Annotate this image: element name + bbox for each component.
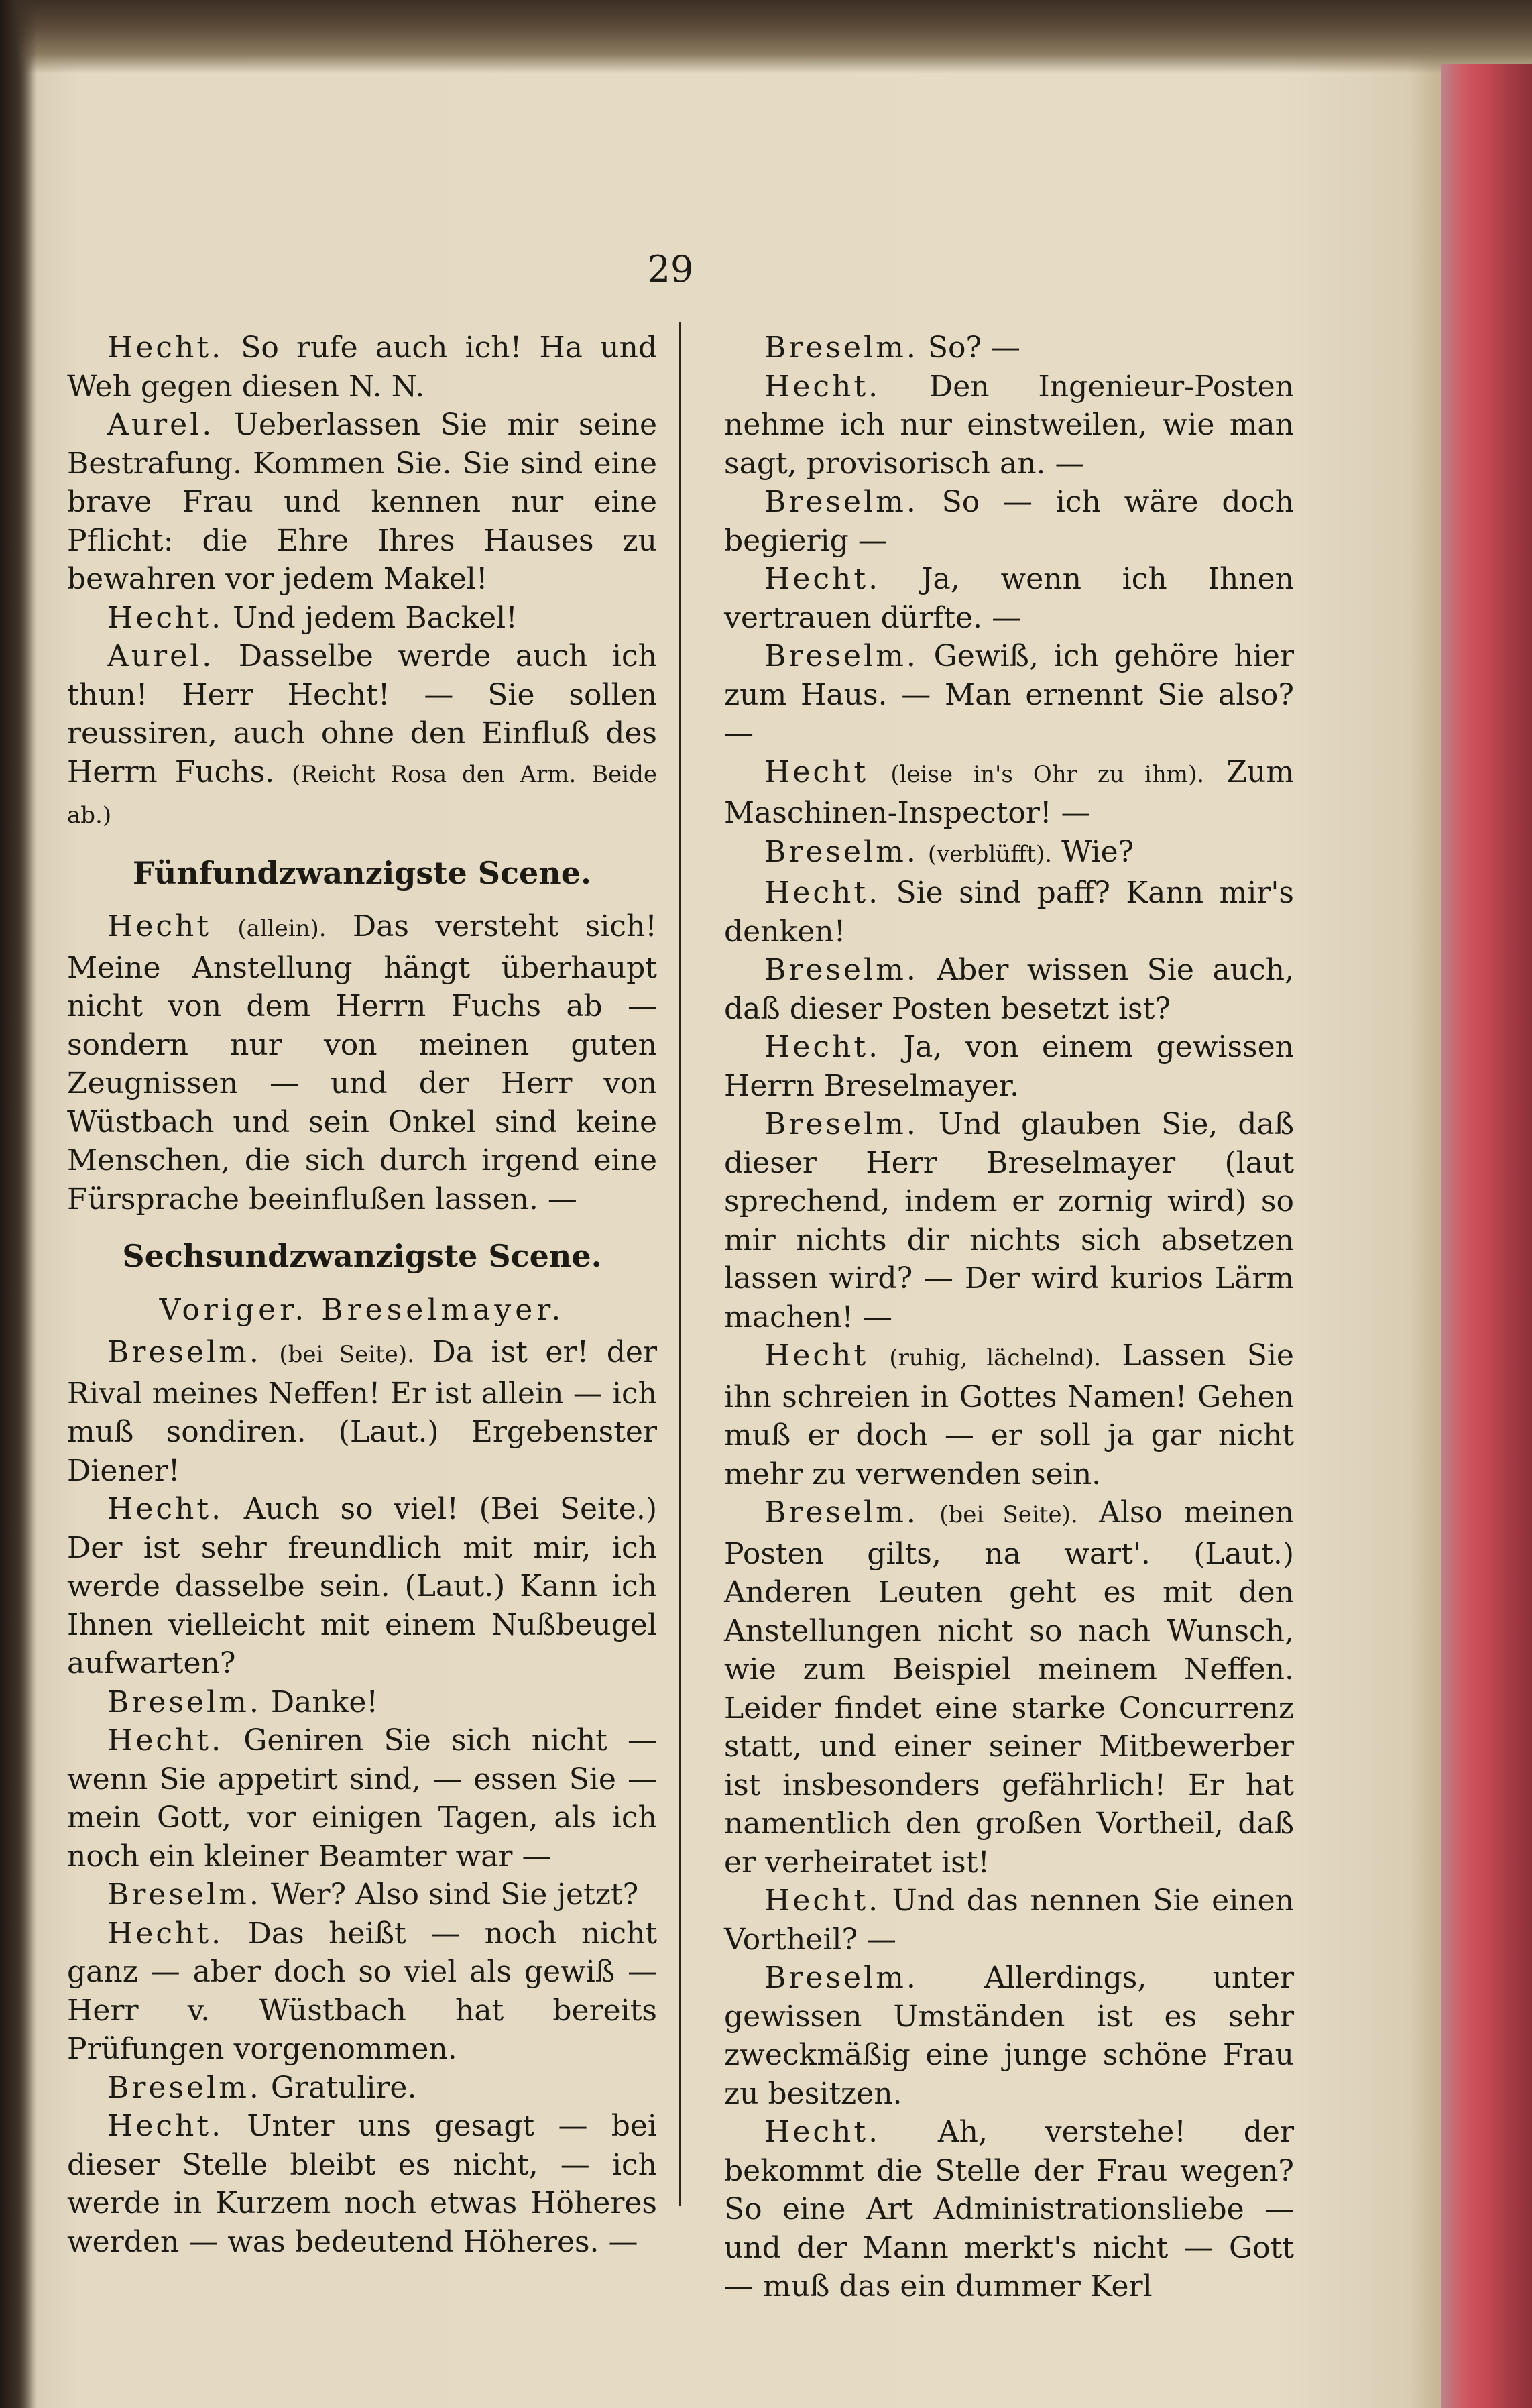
dialogue-line xyxy=(67,1721,657,1876)
dialogue-line xyxy=(67,1876,657,1914)
dialogue-text: Und jedem Backel! xyxy=(233,600,518,635)
speaker-name: Breselm. xyxy=(107,1684,261,1719)
stage-direction: (bei Seite). xyxy=(279,1341,414,1368)
dialogue-text: Und das nennen Sie einen Vortheil? — xyxy=(724,1884,1294,1957)
speaker-name: Breselm. xyxy=(107,1335,261,1369)
dialogue-line xyxy=(724,874,1294,951)
dialogue-line xyxy=(724,483,1294,560)
cast-list: Voriger. Breselmayer. xyxy=(159,1292,565,1327)
dialogue-line xyxy=(724,1028,1294,1105)
dialogue-text: Das heißt — noch nicht ganz — aber doch so viel als gewiß — Herr v. Wüstbach hat bereits Prüfungen vorgenommen. xyxy=(67,1916,657,2066)
speaker-name: Aurel. xyxy=(107,639,215,673)
dialogue-line xyxy=(67,1683,657,1722)
scene-heading: Fünfundzwanzigste Scene. xyxy=(133,854,591,891)
dialogue-text: Den Ingenieur-Posten nehme ich nur einstweilen, wie man sagt, provisorisch an. — xyxy=(724,369,1294,481)
dialogue-line xyxy=(67,1914,657,2069)
dialogue-line xyxy=(67,1490,657,1683)
dialogue-text: Danke! xyxy=(270,1684,379,1719)
page-number: 29 xyxy=(647,248,694,290)
column-divider xyxy=(679,322,681,2206)
right-column xyxy=(724,329,1294,2306)
speaker-name: Breselm. xyxy=(764,953,919,987)
dialogue-text: So rufe auch ich! Ha und Weh gegen diesen N. N. xyxy=(67,331,657,404)
scene-heading: Sechsundzwanzigste Scene. xyxy=(122,1238,602,1274)
speaker-name: Hecht. xyxy=(107,331,224,365)
dialogue-line xyxy=(724,1336,1294,1493)
dialogue-line xyxy=(724,833,1294,874)
red-page-edge xyxy=(1441,64,1532,2408)
speaker-name: Aurel. xyxy=(107,408,215,442)
book-spine xyxy=(0,0,37,2408)
dialogue-text: Da ist er! der Rival meines Neffen! Er ist allein — ich muß sondiren. (Laut.) Ergebenster Diener! xyxy=(67,1335,657,1488)
dialogue-line xyxy=(67,2107,657,2261)
dialogue-line xyxy=(724,560,1294,637)
dialogue-line xyxy=(724,329,1294,367)
dialogue-line xyxy=(724,951,1294,1028)
dialogue-line xyxy=(67,2069,657,2108)
dialogue-text: So — ich wäre doch begierig — xyxy=(724,485,1294,558)
dialogue-text: Ja, von einem gewissen Herrn Breselmayer. xyxy=(724,1030,1294,1103)
speaker-name: Breselm. xyxy=(764,834,919,869)
dialogue-line xyxy=(724,1493,1294,1882)
stage-direction: (allein). xyxy=(237,915,327,942)
speaker-name: Hecht. xyxy=(107,1723,224,1758)
stage-direction: (Reicht Rosa den Arm. Beide ab.) xyxy=(67,760,657,829)
dialogue-text: Und glauben Sie, daß dieser Herr Breselmayer (laut sprechend, indem er zornig wird) so mir nichts dir nichts sich absetzen lassen wird? — Der wird kurios Lärm machen! — xyxy=(724,1107,1294,1334)
stage-direction: (leise in's Ohr zu ihm). xyxy=(890,760,1205,788)
dialogue-text: Aber wissen Sie auch, daß dieser Posten besetzt ist? xyxy=(724,953,1294,1026)
speaker-name: Hecht. xyxy=(764,1030,881,1064)
dialogue-text: Unter uns gesagt — bei dieser Stelle bleibt es nicht, — ich werde in Kurzem noch etwas Höheres werden — was bedeutend Höheres. — xyxy=(67,2109,657,2259)
dialogue-text: Wie? xyxy=(1061,834,1134,869)
dialogue-text: Allerdings, unter gewissen Umständen ist es sehr zweckmäßig eine junge schöne Frau zu besitzen. xyxy=(724,1961,1294,2111)
dialogue-text: Geniren Sie sich nicht — wenn Sie appetirt sind, — essen Sie — mein Gott, vor einigen Tagen, als ich noch ein kleiner Beamter war — xyxy=(67,1723,657,1874)
dialogue-line xyxy=(724,1882,1294,1959)
dialogue-line xyxy=(67,907,657,1218)
dialogue-text: Auch so viel! (Bei Seite.) Der ist sehr freundlich mit mir, ich werde dasselbe sein. (Laut.) Kann ich Ihnen vielleicht mit einem Nußbeugel aufwarten? xyxy=(67,1492,657,1680)
dialogue-text: Das versteht sich! Meine Anstellung hängt überhaupt nicht von dem Herrn Fuchs ab — sondern nur von meinen guten Zeugnissen — und der Herr von Wüstbach und sein Onkel sind keine Menschen, die sich durch irgend eine Fürsprache beeinflußen lassen. — xyxy=(67,909,657,1216)
page-top-edge xyxy=(0,0,1532,74)
speaker-name: Breselm. xyxy=(764,1961,919,1995)
dialogue-text: Ja, wenn ich Ihnen vertrauen dürfte. — xyxy=(724,562,1294,635)
dialogue-text: Gewiß, ich gehöre hier zum Haus. — Man ernennt Sie also? — xyxy=(724,639,1294,750)
dialogue-line xyxy=(724,753,1294,833)
speaker-name: Hecht xyxy=(107,909,212,943)
dialogue-line xyxy=(724,2113,1294,2306)
stage-direction: (bei Seite). xyxy=(939,1501,1078,1528)
speaker-name: Hecht. xyxy=(107,1916,224,1951)
dialogue-line xyxy=(67,599,657,638)
speaker-name: Hecht. xyxy=(107,600,224,635)
speaker-name: Breselm. xyxy=(107,1878,261,1912)
speaker-name: Hecht. xyxy=(764,2115,881,2149)
dialogue-line xyxy=(724,367,1294,483)
dialogue-text: Ueberlassen Sie mir seine Bestrafung. Kommen Sie. Sie sind eine brave Frau und kennen nur eine Pflicht: die Ehre Ihres Hauses zu bewahren vor jedem Makel! xyxy=(67,408,657,596)
dialogue-line xyxy=(724,1959,1294,2113)
dialogue-line xyxy=(724,1105,1294,1336)
speaker-name: Hecht. xyxy=(764,876,881,910)
dialogue-line xyxy=(67,406,657,599)
speaker-name: Hecht. xyxy=(764,1884,881,1918)
stage-direction: (ruhig, lächelnd). xyxy=(889,1344,1102,1371)
speaker-name: Hecht xyxy=(764,754,869,789)
dialogue-text: Wer? Also sind Sie jetzt? xyxy=(270,1878,639,1912)
dialogue-line xyxy=(67,637,657,836)
dialogue-text: Zum Maschinen-Inspector! — xyxy=(724,754,1294,830)
speaker-name: Hecht. xyxy=(107,2109,224,2143)
dialogue-text: Sie sind paff? Kann mir's denken! xyxy=(724,876,1294,949)
dialogue-text: So? — xyxy=(927,331,1021,365)
dialogue-text: Dasselbe werde auch ich thun! Herr Hecht! — Sie sollen reussiren, auch ohne den Einfluß des Herrn Fuchs. xyxy=(67,639,657,789)
dialogue-line xyxy=(67,1333,657,1490)
dialogue-line xyxy=(67,329,657,406)
dialogue-text: Lassen Sie ihn schreien in Gottes Namen! Gehen muß er doch — er soll ja gar nicht mehr zu verwenden sein. xyxy=(724,1338,1294,1491)
speaker-name: Hecht. xyxy=(107,1492,224,1526)
speaker-name: Breselm. xyxy=(764,331,919,365)
dialogue-line xyxy=(724,637,1294,753)
speaker-name: Breselm. xyxy=(764,639,919,673)
speaker-name: Hecht. xyxy=(764,369,881,404)
dialogue-text: Also meinen Posten gilts, na wart'. (Laut.) Anderen Leuten geht es mit den Anstellungen nicht so nach Wunsch, wie zum Beispiel meinem Neffen. Leider findet eine starke Concurrenz statt, und einer seiner Mitbewerber ist insbesonders gefährlich! Er hat namentlich den großen Vortheil, daß er verheiratet ist! xyxy=(724,1495,1294,1880)
left-column xyxy=(67,329,657,2261)
stage-direction: (verblüfft). xyxy=(927,840,1053,868)
speaker-name: Hecht. xyxy=(764,562,881,596)
speaker-name: Hecht xyxy=(764,1338,869,1373)
speaker-name: Breselm. xyxy=(107,2070,261,2105)
speaker-name: Breselm. xyxy=(764,1495,919,1530)
dialogue-text: Ah, verstehe! der bekommt die Stelle der Frau wegen? So eine Art Administrationsliebe — und der Mann merkt's nicht — Gott — muß das ein dummer Kerl xyxy=(724,2115,1294,2303)
speaker-name: Breselm. xyxy=(764,1107,919,1141)
dialogue-text: Gratulire. xyxy=(270,2070,417,2105)
speaker-name: Breselm. xyxy=(764,485,919,519)
